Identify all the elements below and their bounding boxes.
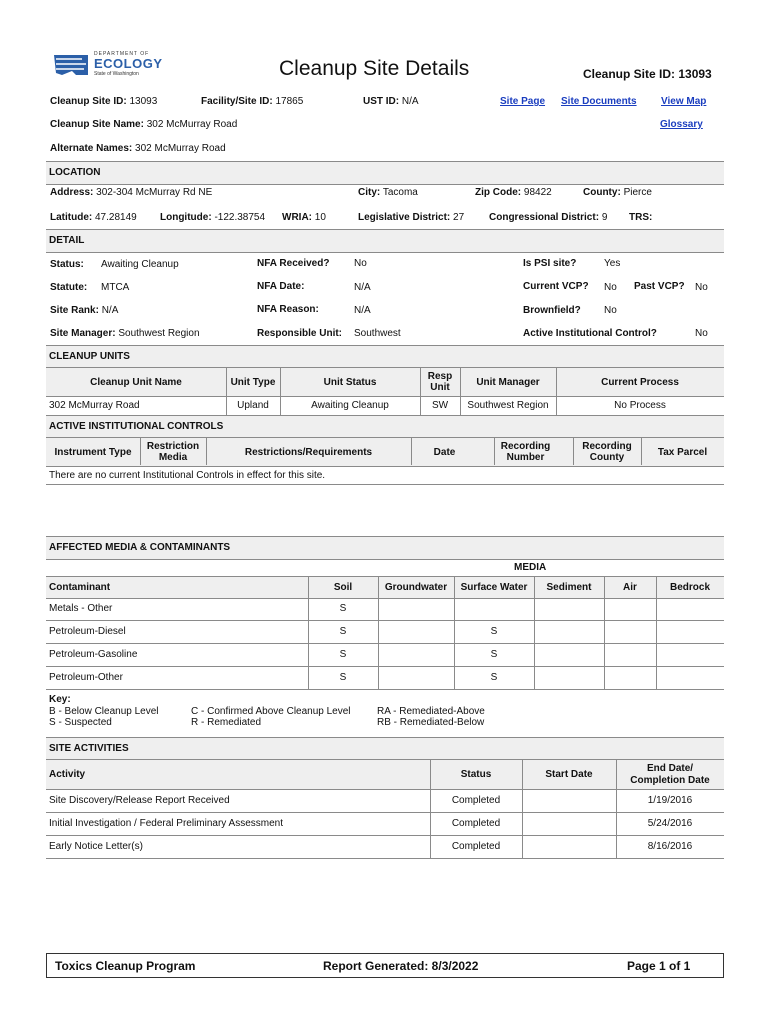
nfa-received-label: NFA Received? <box>257 258 330 269</box>
location-section-header: LOCATION <box>46 161 724 185</box>
divider <box>534 576 535 689</box>
divider <box>280 367 281 415</box>
trs: TRS: <box>629 212 653 223</box>
end-date-cell: 5/24/2016 <box>647 818 693 829</box>
view-map-link[interactable]: View Map <box>661 96 707 107</box>
media-cell <box>534 597 604 620</box>
media-cell: S <box>490 672 498 683</box>
logo-line-3: State of Washington <box>94 71 139 77</box>
start-date-cell <box>522 835 616 858</box>
facility-site-id: Facility/Site ID: 17865 <box>201 96 304 107</box>
key-item: C - Confirmed Above Cleanup Level <box>191 706 351 717</box>
status-label: Status: <box>50 259 84 270</box>
media-cell <box>534 643 604 666</box>
contaminant-cell: Petroleum-Other <box>49 672 123 683</box>
col-activity-status: Status <box>460 769 492 780</box>
media-cell <box>604 620 656 643</box>
statute-label: Statute: <box>50 282 88 293</box>
media-cell: S <box>339 649 347 660</box>
col-bedrock: Bedrock <box>669 582 710 593</box>
resp-unit-cell: SW <box>431 400 449 411</box>
status-cell: Completed <box>451 818 501 829</box>
table-row <box>46 835 724 859</box>
col-air: Air <box>623 582 637 593</box>
divider <box>641 437 642 465</box>
end-date-cell: 1/19/2016 <box>647 795 693 806</box>
col-unit-status: Unit Status <box>323 376 377 388</box>
media-cell <box>656 597 724 620</box>
end-date-cell: 8/16/2016 <box>647 841 693 852</box>
ecology-logo <box>52 51 163 81</box>
nfa-received-value: No <box>354 258 367 269</box>
col-unit-manager: Unit Manager <box>476 376 540 388</box>
media-header-row <box>46 576 724 599</box>
divider <box>573 437 574 465</box>
institutional-controls-header-row <box>46 437 724 467</box>
contaminant-cell: Metals - Other <box>49 603 113 614</box>
divider <box>616 759 617 859</box>
congressional-district: Congressional District: 9 <box>489 212 608 223</box>
media-cell <box>534 666 604 689</box>
key-item: S - Suspected <box>49 717 112 728</box>
site-documents-link[interactable]: Site Documents <box>561 96 637 107</box>
logo-line-1: DEPARTMENT OF <box>94 51 150 57</box>
col-restrictions: Restrictions/Requirements <box>244 446 373 458</box>
psi-label: Is PSI site? <box>523 258 577 269</box>
city: City: Tacoma <box>358 187 418 198</box>
site-page-link[interactable]: Site Page <box>500 96 546 107</box>
wria: WRIA: 10 <box>282 212 326 223</box>
activity-cell: Site Discovery/Release Report Received <box>49 795 230 806</box>
current-vcp-label: Current VCP? <box>523 281 589 292</box>
unit-name-cell: 302 McMurray Road <box>49 400 140 411</box>
media-cell <box>454 597 534 620</box>
table-row <box>46 620 724 644</box>
alternate-names: Alternate Names: 302 McMurray Road <box>50 143 226 154</box>
contaminant-cell: Petroleum-Gasoline <box>49 649 138 660</box>
col-groundwater: Groundwater <box>384 582 448 593</box>
col-tax-parcel: Tax Parcel <box>657 446 708 458</box>
past-vcp-value: No <box>695 282 708 293</box>
col-cleanup-unit-name: Cleanup Unit Name <box>90 376 182 388</box>
page-title: Cleanup Site Details <box>279 57 470 80</box>
media-cell <box>378 643 454 666</box>
footer-page: Page 1 of 1 <box>627 959 691 973</box>
col-resp-unit: Resp Unit <box>427 371 453 393</box>
table-row <box>46 597 724 621</box>
table-row <box>46 789 724 813</box>
no-controls-message: There are no current Institutional Controls in effect for this site. <box>49 470 326 481</box>
col-activity: Activity <box>49 769 86 780</box>
activity-cell: Initial Investigation / Federal Preliminary Assessment <box>49 818 283 829</box>
media-cell <box>656 620 724 643</box>
media-cell <box>604 597 656 620</box>
key-title: Key: <box>49 694 71 705</box>
col-instrument-type: Instrument Type <box>54 446 132 458</box>
washington-state-logo-icon <box>52 51 92 79</box>
current-vcp-value: No <box>604 282 617 293</box>
divider <box>411 437 412 465</box>
media-cell: S <box>490 649 498 660</box>
media-cell <box>656 643 724 666</box>
media-section-header: AFFECTED MEDIA & CONTAMINANTS <box>46 536 724 560</box>
media-cell: S <box>339 672 347 683</box>
brownfield-value: No <box>604 305 617 316</box>
media-cell <box>604 643 656 666</box>
responsible-unit-value: Southwest <box>354 328 401 339</box>
active-ic-label: Active Institutional Control? <box>523 328 657 339</box>
divider <box>522 759 523 859</box>
longitude: Longitude: -122.38754 <box>160 212 266 223</box>
responsible-unit-label: Responsible Unit: <box>257 328 343 339</box>
table-row <box>46 396 724 416</box>
report-footer <box>46 953 724 978</box>
key-item: R - Remediated <box>191 717 262 728</box>
divider <box>556 367 557 415</box>
contaminant-cell: Petroleum-Diesel <box>49 626 126 637</box>
col-end-date: End Date/ Completion Date <box>630 762 710 786</box>
nfa-date-label: NFA Date: <box>257 281 305 292</box>
nfa-date-value: N/A <box>354 282 371 293</box>
start-date-cell <box>522 789 616 812</box>
unit-status-cell: Awaiting Cleanup <box>311 400 389 411</box>
key-item: B - Below Cleanup Level <box>49 706 159 717</box>
col-restriction-media: Restriction Media <box>146 441 200 463</box>
col-surface-water: Surface Water <box>460 582 528 593</box>
footer-generated: Report Generated: 8/3/2022 <box>323 959 479 973</box>
activities-header-row <box>46 759 724 790</box>
media-cell: S <box>339 603 347 614</box>
media-cell: S <box>490 626 498 637</box>
table-row <box>46 643 724 667</box>
brownfield-label: Brownfield? <box>523 305 581 316</box>
col-sediment: Sediment <box>546 582 592 593</box>
address: Address: 302-304 McMurray Rd NE <box>50 187 213 198</box>
divider <box>46 484 724 485</box>
divider <box>206 437 207 465</box>
county: County: Pierce <box>583 187 652 198</box>
header-site-id: Cleanup Site ID: 13093 <box>583 67 712 81</box>
media-cell <box>378 620 454 643</box>
divider <box>604 576 605 689</box>
divider <box>494 437 495 465</box>
site-activities-section-header: SITE ACTIVITIES <box>46 737 724 761</box>
divider <box>430 759 431 859</box>
media-cell <box>378 597 454 620</box>
col-soil: Soil <box>333 582 353 593</box>
unit-type-cell: Upland <box>237 400 269 411</box>
activity-cell: Early Notice Letter(s) <box>49 841 143 852</box>
col-contaminant: Contaminant <box>49 582 111 593</box>
cleanup-site-name: Cleanup Site Name: 302 McMurray Road <box>50 119 238 130</box>
col-unit-type: Unit Type <box>230 376 276 388</box>
site-manager: Site Manager: Southwest Region <box>50 328 200 339</box>
divider <box>140 437 141 465</box>
media-cell <box>534 620 604 643</box>
glossary-link[interactable]: Glossary <box>660 119 703 130</box>
media-cell <box>378 666 454 689</box>
media-group-label: MEDIA <box>514 562 547 573</box>
psi-value: Yes <box>604 258 621 269</box>
col-current-process: Current Process <box>601 376 679 388</box>
divider <box>454 576 455 689</box>
past-vcp-label: Past VCP? <box>634 281 685 292</box>
current-process-cell: No Process <box>614 400 666 411</box>
cleanup-units-section-header: CLEANUP UNITS <box>46 345 724 369</box>
nfa-reason-value: N/A <box>354 305 371 316</box>
table-row <box>46 666 724 690</box>
start-date-cell <box>522 812 616 835</box>
statute-value: MTCA <box>101 282 130 293</box>
institutional-controls-section-header: ACTIVE INSTITUTIONAL CONTROLS <box>46 415 724 439</box>
cleanup-units-header-row <box>46 367 724 397</box>
divider <box>656 576 657 689</box>
latitude: Latitude: 47.28149 <box>50 212 137 223</box>
col-recording-number: Recording Number <box>500 441 551 463</box>
detail-section-header: DETAIL <box>46 229 724 253</box>
col-recording-county: Recording County <box>582 441 632 463</box>
divider <box>226 367 227 415</box>
nfa-reason-label: NFA Reason: <box>257 304 319 315</box>
media-cell: S <box>339 626 347 637</box>
key-item: RA - Remediated-Above <box>377 706 485 717</box>
site-rank: Site Rank: N/A <box>50 305 119 316</box>
col-date: Date <box>433 446 456 458</box>
cleanup-site-id: Cleanup Site ID: 13093 <box>50 96 158 107</box>
legislative-district: Legislative District: 27 <box>358 212 465 223</box>
status-value: Awaiting Cleanup <box>101 259 179 270</box>
key-item: RB - Remediated-Below <box>377 717 485 728</box>
zip-code: Zip Code: 98422 <box>475 187 552 198</box>
footer-program: Toxics Cleanup Program <box>55 959 196 973</box>
media-cell <box>604 666 656 689</box>
media-cell <box>656 666 724 689</box>
divider <box>308 576 309 689</box>
table-row <box>46 812 724 836</box>
active-ic-value: No <box>695 328 708 339</box>
divider <box>378 576 379 689</box>
divider <box>420 367 421 415</box>
divider <box>460 367 461 415</box>
unit-manager-cell: Southwest Region <box>467 400 549 411</box>
status-cell: Completed <box>451 841 501 852</box>
logo-line-2: ECOLOGY <box>94 56 163 71</box>
status-cell: Completed <box>451 795 501 806</box>
col-start-date: Start Date <box>545 769 593 780</box>
ust-id: UST ID: N/A <box>363 96 419 107</box>
